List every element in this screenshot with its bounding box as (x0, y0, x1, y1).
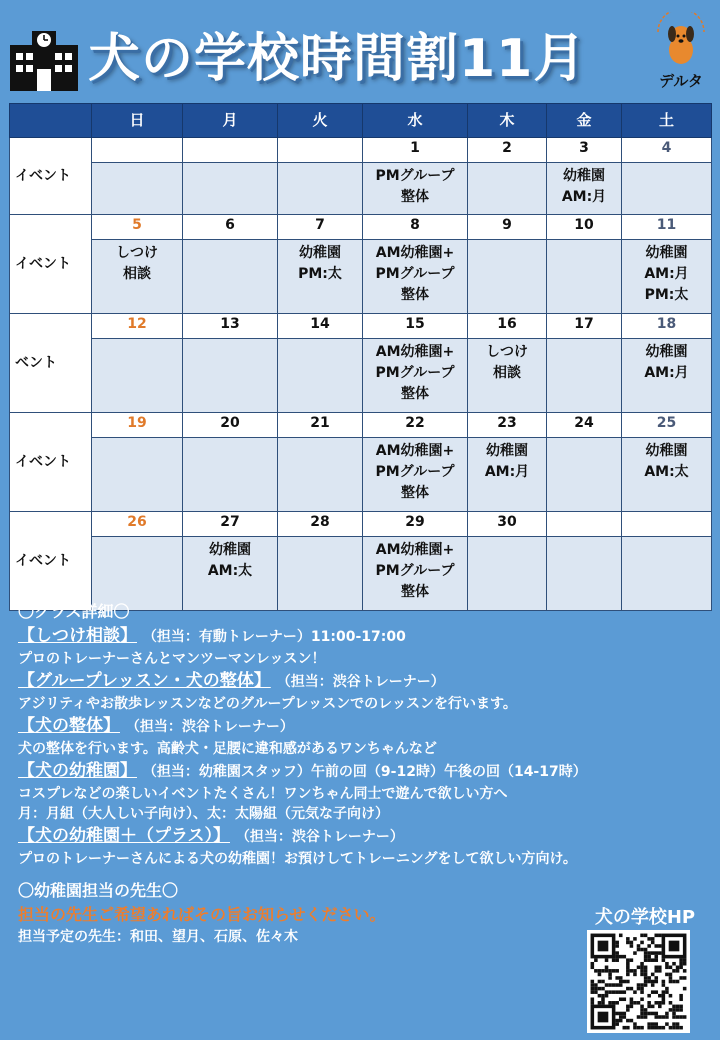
event-line: AM:太 (207, 563, 253, 579)
weekday-tue: 火 (278, 104, 363, 138)
date-cell-tue: 21 (278, 413, 363, 438)
week-label: イベント (10, 215, 92, 314)
class-details (18, 600, 708, 947)
event-line: AM:月 (644, 365, 689, 381)
event-cell-sat (622, 163, 712, 215)
date-cell-sat: 25 (622, 413, 712, 438)
weekday-wed: 水 (363, 104, 468, 138)
event-cell-fri (547, 240, 622, 314)
event-cell-wed (363, 240, 468, 314)
date-cell-wed: 15 (363, 314, 468, 339)
date-cell-wed: 29 (363, 512, 468, 537)
class-description: プロのトレーナーさんとマンツーマンレッスン！ (18, 651, 326, 667)
date-cell-fri: 17 (547, 314, 622, 339)
school-building-icon (10, 25, 78, 91)
event-line: AM:太 (644, 464, 689, 480)
event-cell-sun (92, 339, 183, 413)
dog-mascot-icon (650, 12, 712, 70)
hp-label: 犬の学校HP (594, 907, 696, 928)
event-cell-mon (183, 240, 278, 314)
event-cell-sat (622, 240, 712, 314)
event-line: 幼稚園 (645, 443, 688, 459)
event-cell-sat (622, 438, 712, 512)
class-info: （担当：有動トレーナー）11:00-17:00 (142, 629, 406, 645)
corner-cell (10, 104, 92, 138)
date-cell-tue: 14 (278, 314, 363, 339)
event-cell-sun (92, 240, 183, 314)
event-line: PM:太 (298, 266, 342, 282)
event-cell-fri (547, 163, 622, 215)
delta-logo (650, 12, 712, 90)
event-line: 幼稚園 (209, 542, 251, 558)
date-cell-thu: 16 (468, 314, 547, 339)
event-line: AM幼稚園+ (375, 245, 455, 261)
date-cell-thu: 30 (468, 512, 547, 537)
event-cell-wed (363, 163, 468, 215)
teachers-notice: 担当の先生ご希望あればその旨お知らせください。 (18, 905, 386, 924)
date-cell-sat: 4 (622, 138, 712, 163)
week-date-row (10, 512, 712, 537)
class-description: プロのトレーナーさんによる犬の幼稚園！お預けしてトレーニングをして欲しい方向け。 (18, 851, 577, 867)
event-line: 整体 (401, 386, 429, 402)
event-cell-sun (92, 438, 183, 512)
class-heading (18, 759, 708, 784)
header (0, 0, 720, 100)
event-line: しつけ (116, 245, 158, 261)
event-line: AM幼稚園+ (375, 344, 455, 360)
event-cell-tue (278, 438, 363, 512)
week-date-row (10, 138, 712, 163)
event-cell-mon (183, 163, 278, 215)
class-name: 【犬の幼稚園＋（プラス）】 (18, 826, 230, 846)
date-cell-thu: 9 (468, 215, 547, 240)
week-event-row (10, 339, 712, 413)
event-line: 相談 (493, 365, 521, 381)
event-cell-thu (468, 339, 547, 413)
schedule-calendar (9, 103, 712, 611)
event-line: PMグループ (375, 168, 455, 184)
class-description: 犬の整体を行います。高齢犬・足腰に違和感があるワンちゃんなど (18, 741, 437, 757)
class-name: 【しつけ相談】 (18, 626, 137, 646)
event-line: AM:月 (484, 464, 530, 480)
week-event-row (10, 240, 712, 314)
date-cell-sun: 19 (92, 413, 183, 438)
week-label: イベント (10, 512, 92, 611)
class-description: 月：月組（大人しい子向け）、太：太陽組（元気な子向け） (18, 806, 389, 822)
event-cell-wed (363, 438, 468, 512)
event-cell-mon (183, 438, 278, 512)
qr-code-icon[interactable] (587, 930, 690, 1033)
weekday-fri: 金 (547, 104, 622, 138)
event-line: 幼稚園 (645, 245, 688, 261)
date-cell-wed: 8 (363, 215, 468, 240)
date-cell-sun: 12 (92, 314, 183, 339)
event-line: PMグループ (375, 464, 455, 480)
class-details-heading: 〇クラス詳細〇 (18, 602, 130, 621)
class-heading (18, 669, 708, 694)
event-cell-tue (278, 240, 363, 314)
event-line: 幼稚園 (486, 443, 528, 459)
class-heading (18, 624, 708, 649)
date-cell-thu: 2 (468, 138, 547, 163)
date-cell-mon: 13 (183, 314, 278, 339)
date-cell-fri: 3 (547, 138, 622, 163)
class-name: 【犬の幼稚園】 (18, 761, 137, 781)
event-cell-thu (468, 438, 547, 512)
date-cell-mon (183, 138, 278, 163)
event-line: 整体 (401, 287, 429, 303)
class-description: コスプレなどの楽しいイベントたくさん！ワンちゃん同士で遊んで欲しい方へ (18, 786, 508, 802)
class-description: アジリティやお散歩レッスンなどのグループレッスンでのレッスンを行います。 (18, 696, 517, 712)
date-cell-tue (278, 138, 363, 163)
date-cell-sun (92, 138, 183, 163)
event-line: AM:月 (561, 189, 607, 205)
event-cell-fri (547, 339, 622, 413)
week-date-row (10, 413, 712, 438)
teachers-list: 担当予定の先生：和田、望月、石原、佐々木 (18, 929, 298, 945)
class-info: （担当：渋谷トレーナー） (235, 829, 404, 845)
event-cell-sat (622, 339, 712, 413)
date-cell-fri: 10 (547, 215, 622, 240)
event-line: 幼稚園 (563, 168, 605, 184)
event-line: 整体 (401, 485, 429, 501)
event-cell-tue (278, 339, 363, 413)
event-cell-thu (468, 163, 547, 215)
event-line: 幼稚園 (645, 344, 688, 360)
event-line: PM:太 (644, 287, 689, 303)
week-event-row (10, 438, 712, 512)
class-info: （担当：渋谷トレーナー） (276, 674, 445, 690)
class-name: 【犬の整体】 (18, 716, 120, 736)
weekday-mon: 月 (183, 104, 278, 138)
week-event-row (10, 163, 712, 215)
class-info: （担当：幼稚園スタッフ）午前の回（9-12時）午後の回（14-17時） (142, 764, 587, 780)
event-line: 整体 (401, 189, 429, 205)
event-line: AM幼稚園+ (375, 443, 455, 459)
event-line: AM:月 (644, 266, 689, 282)
event-line: 幼稚園 (299, 245, 341, 261)
event-line: PMグループ (375, 563, 455, 579)
teachers-heading: 〇幼稚園担当の先生〇 (18, 881, 179, 900)
date-cell-sun: 5 (92, 215, 183, 240)
weekday-sun: 日 (92, 104, 183, 138)
event-line: PMグループ (375, 266, 455, 282)
event-line: 整体 (401, 584, 429, 600)
date-cell-sat (622, 512, 712, 537)
week-label: イベント (10, 138, 92, 215)
date-cell-mon: 6 (183, 215, 278, 240)
event-cell-sun (92, 163, 183, 215)
event-cell-wed (363, 339, 468, 413)
date-cell-wed: 1 (363, 138, 468, 163)
date-cell-thu: 23 (468, 413, 547, 438)
date-cell-sat: 18 (622, 314, 712, 339)
week-label: イベント (10, 413, 92, 512)
week-label: ベント (10, 314, 92, 413)
date-cell-fri: 24 (547, 413, 622, 438)
weekday-header-row (10, 104, 712, 138)
event-line: PMグループ (375, 365, 455, 381)
weekday-sat: 土 (622, 104, 712, 138)
date-cell-sat: 11 (622, 215, 712, 240)
event-line: しつけ (486, 344, 528, 360)
date-cell-sun: 26 (92, 512, 183, 537)
event-line: 相談 (123, 266, 151, 282)
class-name: 【グループレッスン・犬の整体】 (18, 671, 271, 691)
date-cell-tue: 7 (278, 215, 363, 240)
event-cell-fri (547, 438, 622, 512)
class-info: （担当：渋谷トレーナー） (125, 719, 294, 735)
date-cell-fri (547, 512, 622, 537)
week-date-row (10, 314, 712, 339)
event-cell-mon (183, 339, 278, 413)
date-cell-wed: 22 (363, 413, 468, 438)
weekday-thu: 木 (468, 104, 547, 138)
class-heading (18, 714, 708, 739)
logo-text: デルタ (659, 72, 703, 90)
date-cell-tue: 28 (278, 512, 363, 537)
week-date-row (10, 215, 712, 240)
event-line: AM幼稚園+ (375, 542, 455, 558)
date-cell-mon: 20 (183, 413, 278, 438)
page-title: 犬の学校時間割11月 (88, 29, 587, 89)
event-cell-thu (468, 240, 547, 314)
class-heading (18, 824, 708, 849)
date-cell-mon: 27 (183, 512, 278, 537)
event-cell-tue (278, 163, 363, 215)
